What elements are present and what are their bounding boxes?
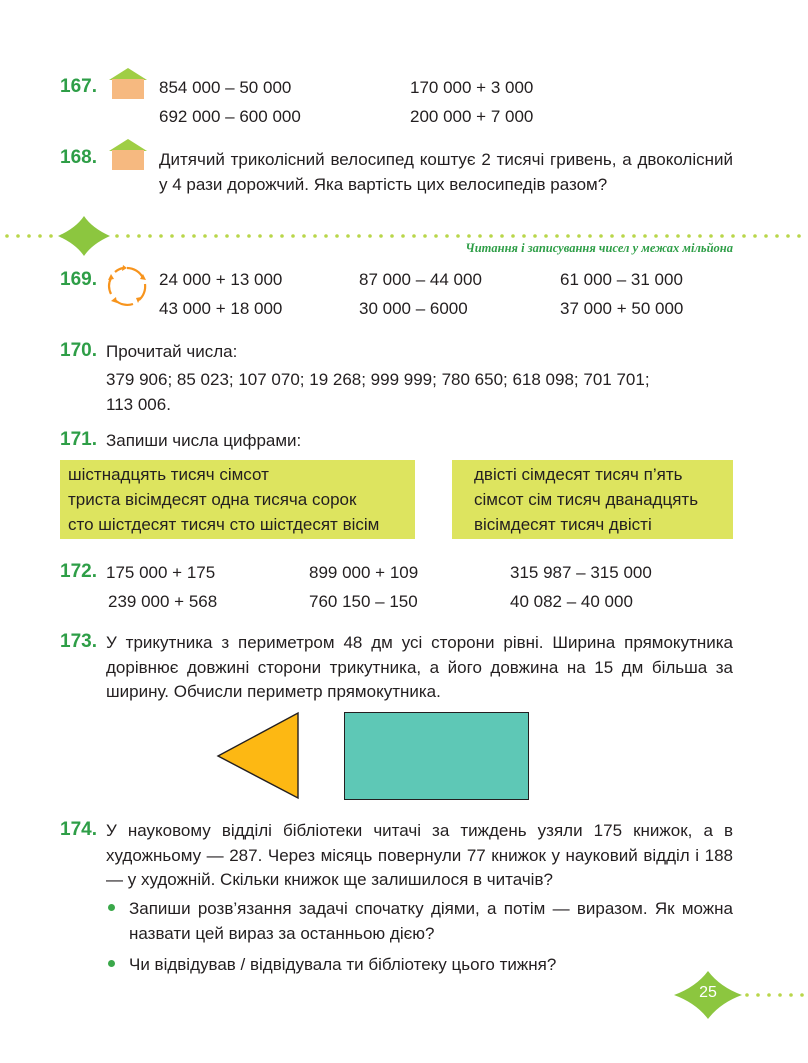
dotted-divider-right [114, 234, 804, 238]
number-in-words: триста вісімдесят одна тисяча сорок [68, 490, 357, 509]
bullet-icon [108, 904, 115, 911]
numbers-line: 113 006. [106, 395, 171, 414]
expression: 854 000 – 50 000 [159, 78, 292, 97]
expression: 175 000 + 175 [106, 563, 216, 582]
expression: 40 082 – 40 000 [510, 592, 633, 611]
expression: 30 000 – 6000 [359, 299, 468, 318]
expression: 315 987 – 315 000 [510, 563, 652, 582]
expression: 37 000 + 50 000 [560, 299, 684, 318]
exercise-number: 169. [60, 269, 97, 290]
expression: 200 000 + 7 000 [410, 107, 534, 126]
expression: 239 000 + 568 [108, 592, 218, 611]
expression: 87 000 – 44 000 [359, 270, 482, 289]
exercise-number: 168. [60, 147, 97, 168]
exercise-number: 173. [60, 631, 97, 652]
task-text: Чи відвідував / відвідувала ти бібліотеку цього тижня? [129, 955, 557, 974]
dotted-divider-left [4, 234, 64, 238]
running-header: Читання і записування чисел у межах мільйона [465, 241, 733, 255]
leaf-diamond-icon [56, 214, 112, 258]
page-number: 25 [699, 984, 717, 1001]
words-box-right [452, 460, 733, 539]
expression: 43 000 + 18 000 [159, 299, 283, 318]
expression: 61 000 – 31 000 [560, 270, 683, 289]
prompt-text: Запиши числа цифрами: [106, 431, 302, 450]
house-icon [107, 66, 149, 100]
problem-text: У науковому відділі бібліотеки читачі за тиждень узяли 175 книжок, а в художньому — 287. Через місяць повернули 77 книжок у науковий відділ і 188 — у художній. Скільки книжок ще залишилося в читачів? [106, 821, 733, 889]
number-in-words: сто шістдесят тисяч сто шістдесят вісім [68, 515, 380, 534]
exercise-number: 170. [60, 340, 97, 361]
triangle-figure [216, 711, 302, 801]
number-in-words: шістнадцять тисяч сімсот [68, 465, 269, 484]
number-in-words: сімсот сім тисяч дванадцять [474, 490, 699, 509]
expression: 760 150 – 150 [309, 592, 418, 611]
problem-text: У трикутника з периметром 48 дм усі сторони рівні. Ширина прямокутника дорівнює довжині сторони трикутника, а його довжина на 15 дм більша за ширину. Обчисли периметр прямокутника. [106, 633, 733, 701]
prompt-text: Прочитай числа: [106, 342, 238, 361]
numbers-line: 379 906; 85 023; 107 070; 19 268; 999 999; 780 650; 618 098; 701 701; [106, 370, 650, 389]
cycle-arrows-icon [105, 264, 149, 308]
dotted-divider-bottom [744, 993, 804, 997]
problem-text: Дитячий триколісний велосипед коштує 2 тисячі гривень, а двоколісний у 4 рази дорожчий. Яка вартість цих велосипедів разом? [159, 150, 733, 194]
number-in-words: вісімдесят тисяч двісті [474, 515, 652, 534]
words-box-left [60, 460, 415, 539]
exercise-number: 174. [60, 819, 97, 840]
expression: 170 000 + 3 000 [410, 78, 534, 97]
expression: 24 000 + 13 000 [159, 270, 283, 289]
exercise-number: 172. [60, 561, 97, 582]
expression: 692 000 – 600 000 [159, 107, 301, 126]
expression: 899 000 + 109 [309, 563, 419, 582]
exercise-number: 167. [60, 76, 97, 97]
number-in-words: двісті сімдесят тисяч п’ять [474, 465, 683, 484]
exercise-number: 171. [60, 429, 97, 450]
task-text: Запиши розв’язання задачі спочатку діями, а потім — виразом. Як можна назвати цей вираз за останньою дією? [129, 899, 733, 943]
bullet-icon [108, 960, 115, 967]
rectangle-figure [344, 712, 529, 800]
house-icon [107, 137, 149, 171]
